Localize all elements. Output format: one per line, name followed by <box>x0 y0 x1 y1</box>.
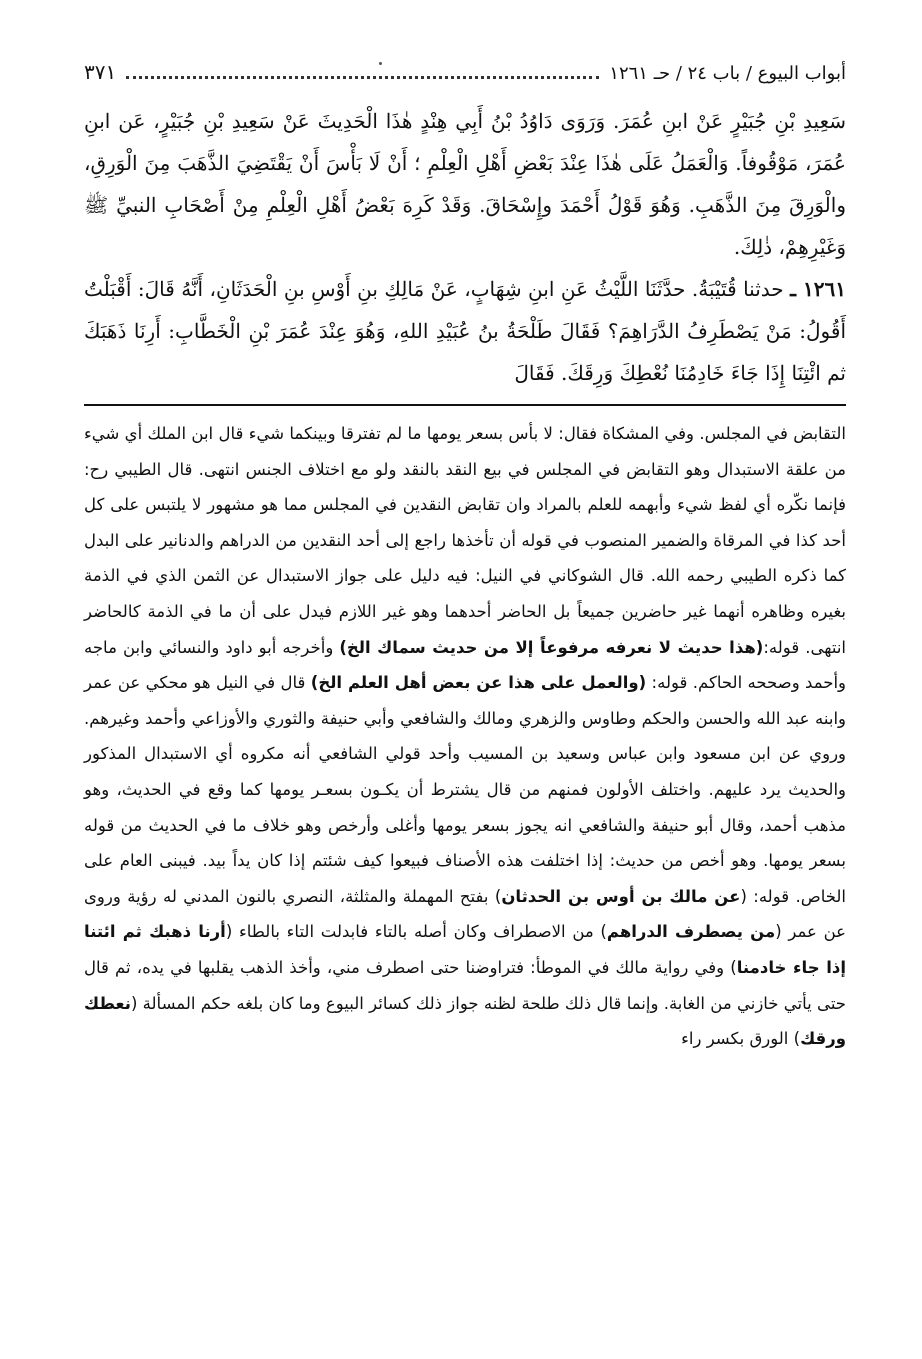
quoted-phrase: (والعمل على هذا عن بعض أهل العلم الخ) <box>310 673 647 693</box>
chapter-title: أبواب البيوع / باب ٢٤ / حـ ١٢٦١ <box>609 63 846 84</box>
quoted-phrase: نعطك ورقك <box>84 993 846 1049</box>
hadith-body: حدثنا قُتَيْبَةُ. حدَّثَنَا اللَّيْثُ عَنِ ابنِ شِهَابٍ، عَنْ مَالِكِ بنِ أَوْسِ بنِ الْحَدَثَانِ، أَنَّهُ قَالَ: أَقْبَلْتُ أَقُولُ: مَنْ يَصْطَرِفُ الدَّرَاهِمَ؟ فَقَالَ طَلْحَةُ بنُ عُبَيْدِ اللهِ، وَهُوَ عِنْدَ عُمَرَ بْنِ الْخَطَّابِ: أَرِنَا ذَهَبَكَ ثم ائْتِنَا إِذَا جَاءَ خَادِمُنَا نُعْطِكَ وَرِقَكَ. فَقَالَ <box>84 277 846 385</box>
page-number: ٣٧١ <box>84 60 117 84</box>
commentary-run: ) الورق بكسر راء <box>681 1029 801 1049</box>
commentary-run: ) من الاصطراف وكان أصله بالتاء فابدلت التاء بالطاء ( <box>225 922 607 942</box>
print-speck <box>379 62 382 65</box>
commentary-run: التقابض في المجلس. وفي المشكاة فقال: لا بأس بسعر يومها ما لم تفترقا وبينكما شيء قال ابن الملك أي شيء من علقة الاستبدال وهو التقابض في المجلس في بيع النقد بالنقد ولو مع اختلاف الجنس انتهى. قال الطيبي رح: فإنما نكّره أي لفظ شيء وأبهمه للعلم بالمراد وان تقابض النقدين في المجلس مما هو مشهور لا يلتبس على كل أحد كذا في المرقاة والضمير المنصوب في قوله أن تأخذها راجع إلى أحد النقدين من الدراهم والدنانير على البدل كما ذكره الطيبي رحمه الله. قال الشوكاني في النيل: فيه دليل على جواز الاستبدال عن الثمن الذي في الذمة بغيره وظاهره أنهما غير حاضرين جميعاً بل الحاضر أحدهما وهو غير اللازم فيدل على أن ما في الذمة كالحاضر انتهى. قوله: <box>84 424 846 657</box>
hadith-paragraph <box>84 268 846 394</box>
commentary-run: ) بفتح المهملة والمثلثة، النصري بالنون المدني له رؤية وروى عن عمر ( <box>84 886 846 942</box>
dotted-leader <box>126 64 599 79</box>
running-header <box>84 60 846 100</box>
quoted-phrase: أرنا ذهبك ثم ائتنا إذا جاء خادمنا <box>84 922 846 977</box>
commentary-paragraph <box>84 416 846 1057</box>
hadith-number: ١٢٦١ ـ <box>790 277 847 301</box>
footnote-divider <box>84 404 846 406</box>
hadith-text <box>84 100 846 394</box>
commentary-run: وأخرجه أبو داود والنسائي وابن ماجه وأحمد وصححه الحاكم. قوله: <box>84 637 846 693</box>
main-paragraph: سَعِيدِ بْنِ جُبَيْرٍ عَنْ ابنِ عُمَرَ. وَرَوَى دَاوُدُ بْنُ أَبِي هِنْدٍ هٰذَا الْحَدِيثَ عَنْ سَعِيدِ بْنِ جُبَيْرٍ، عَن ابنِ عُمَرَ، مَوْقُوفاً. وَالْعَمَلُ عَلَى هٰذَا عِنْدَ بَعْضِ أَهْلِ الْعِلْمِ ؛ أَنْ لَا بَأْسَ أَنْ يَقْتَضِيَ الذَّهَبَ مِنَ الْوَرِقِ، والْوَرِقَ مِنَ الذَّهَبِ. وَهُوَ قَوْلُ أَحْمَدَ وإِسْحَاقَ. وَقَدْ كَرِهَ بَعْضُ أَهْلِ الْعِلْمِ مِنْ أَصْحَابِ النبيِّ ﷺ وَغَيْرِهِمْ، ذٰلِكَ. <box>84 109 846 259</box>
book-page <box>84 60 846 1350</box>
quoted-phrase: عن مالك بن أوس بن الحدثان <box>501 886 741 906</box>
quoted-phrase: (هذا حديث لا نعرفه مرفوعاً إلا من حديث سماك الخ) <box>339 637 764 657</box>
commentary-run: ) وفي رواية مالك في الموطأ: فتراوضنا حتى اصطرف مني، وأخذ الذهب يقلبها في يده، ثم قال حتى يأتي خازني من الغابة. وإنما قال ذلك طلحة لظنه جواز ذلك كسائر البيوع وما كان بلغه حكم المسألة ( <box>84 957 846 1013</box>
commentary-text <box>84 416 846 1057</box>
quoted-phrase: من يصطرف الدراهم <box>606 922 776 942</box>
commentary-run: قال في النيل هو محكي عن عمر وابنه عبد الله والحسن والحكم وطاوس والزهري ومالك والشافعي وأبي حنيفة والثوري والأوزاعي وأحمد وغيرهم. وروي عن ابن مسعود وابن عباس وسعيد بن المسيب وأحد قولي الشافعي أنه مكروه أي الاستبدال المذكور والحديث يرد عليهم. واختلف الأولون فمنهم من قال يشترط أن يكـون بسعـر يومها كما وقع في الحديث، وهو مذهب أحمد، وقال أبو حنيفة والشافعي انه يجوز بسعر يومها وأغلى وأرخص وهو خلاف ما في الحديث من قوله بسعر يومها. وهو أخص من حديث: إذا اختلفت هذه الأصناف فبيعوا كيف شئتم إذا كان يداً بيد. فيبنى العام على الخاص. قوله: ( <box>84 673 846 906</box>
